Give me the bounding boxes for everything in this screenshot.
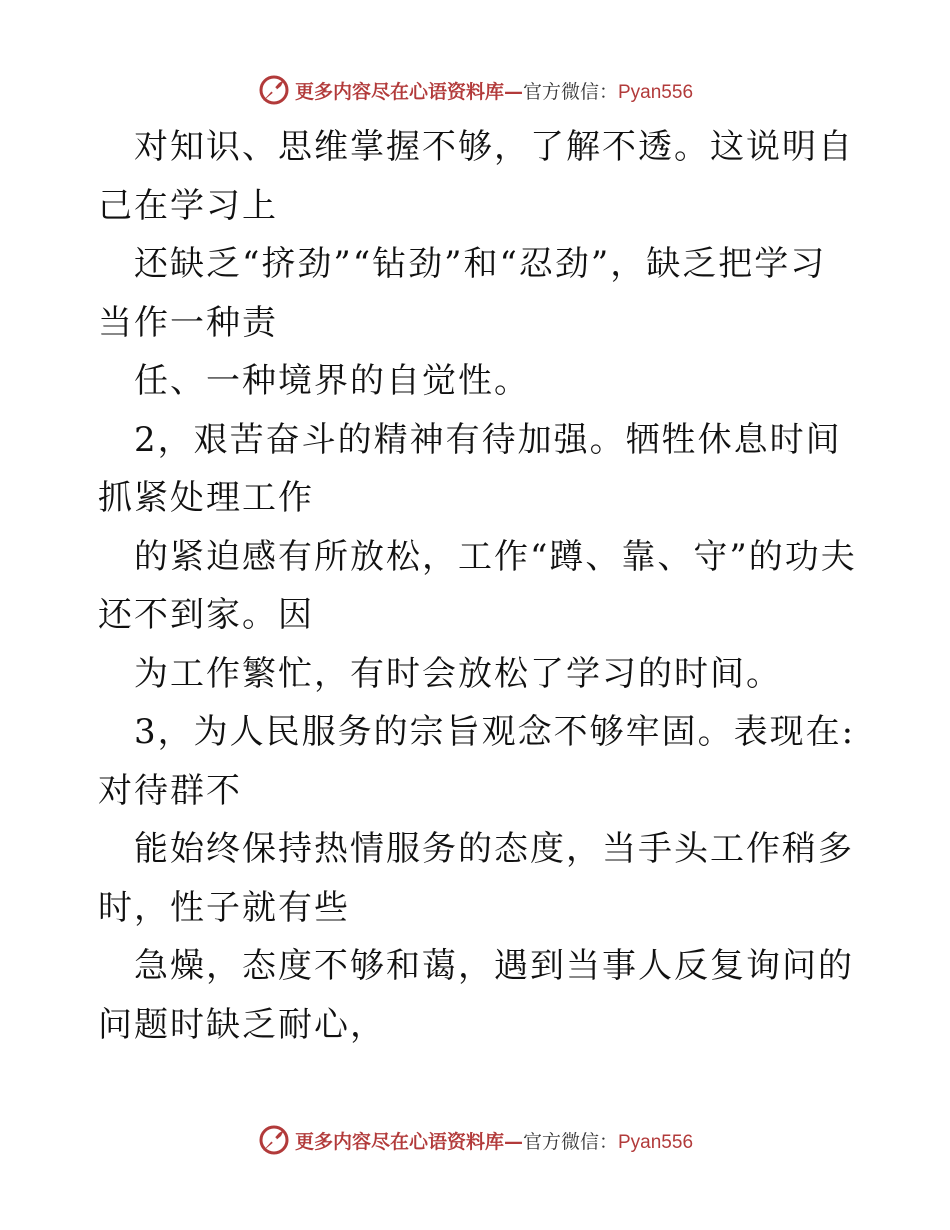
pen-nib-logo-icon bbox=[257, 73, 291, 107]
paragraph: 能始终保持热情服务的态度，当手头工作稍多时，性子就有些 bbox=[98, 829, 854, 928]
header-banner bbox=[0, 70, 950, 110]
paragraph: 的紧迫感有所放松，工作“蹲、靠、守”的功夫还不到家。因 bbox=[98, 536, 857, 635]
paragraph: 急燥，态度不够和蔼，遇到当事人反复询问的问题时缺乏耐心， bbox=[98, 946, 854, 1045]
paragraph: 对知识、思维掌握不够，了解不透。这说明自己在学习上 bbox=[98, 127, 854, 226]
header-banner-text: 更多内容尽在心语资料库—官方微信：Pyan556 bbox=[294, 80, 694, 103]
paragraph: 任、一种境界的自觉性。 bbox=[134, 361, 530, 401]
document-body bbox=[98, 118, 858, 1054]
footer-banner-text: 更多内容尽在心语资料库—官方微信：Pyan556 bbox=[294, 1130, 694, 1153]
paragraph: 为工作繁忙，有时会放松了学习的时间。 bbox=[134, 653, 782, 694]
paragraph: 还缺乏“挤劲”“钻劲”和“忍劲”，缺乏把学习当作一种责 bbox=[98, 244, 827, 343]
paragraph: 2，艰苦奋斗的精神有待加强。牺牲休息时间抓紧处理工作 bbox=[98, 419, 842, 518]
pen-nib-logo-icon bbox=[257, 1123, 291, 1157]
wechat-id: Pyan556 bbox=[618, 1131, 694, 1153]
wechat-id: Pyan556 bbox=[618, 81, 694, 103]
footer-banner bbox=[0, 1120, 950, 1160]
paragraph: 3，为人民服务的宗旨观念不够牢固。表现在:对待群不 bbox=[98, 712, 856, 811]
